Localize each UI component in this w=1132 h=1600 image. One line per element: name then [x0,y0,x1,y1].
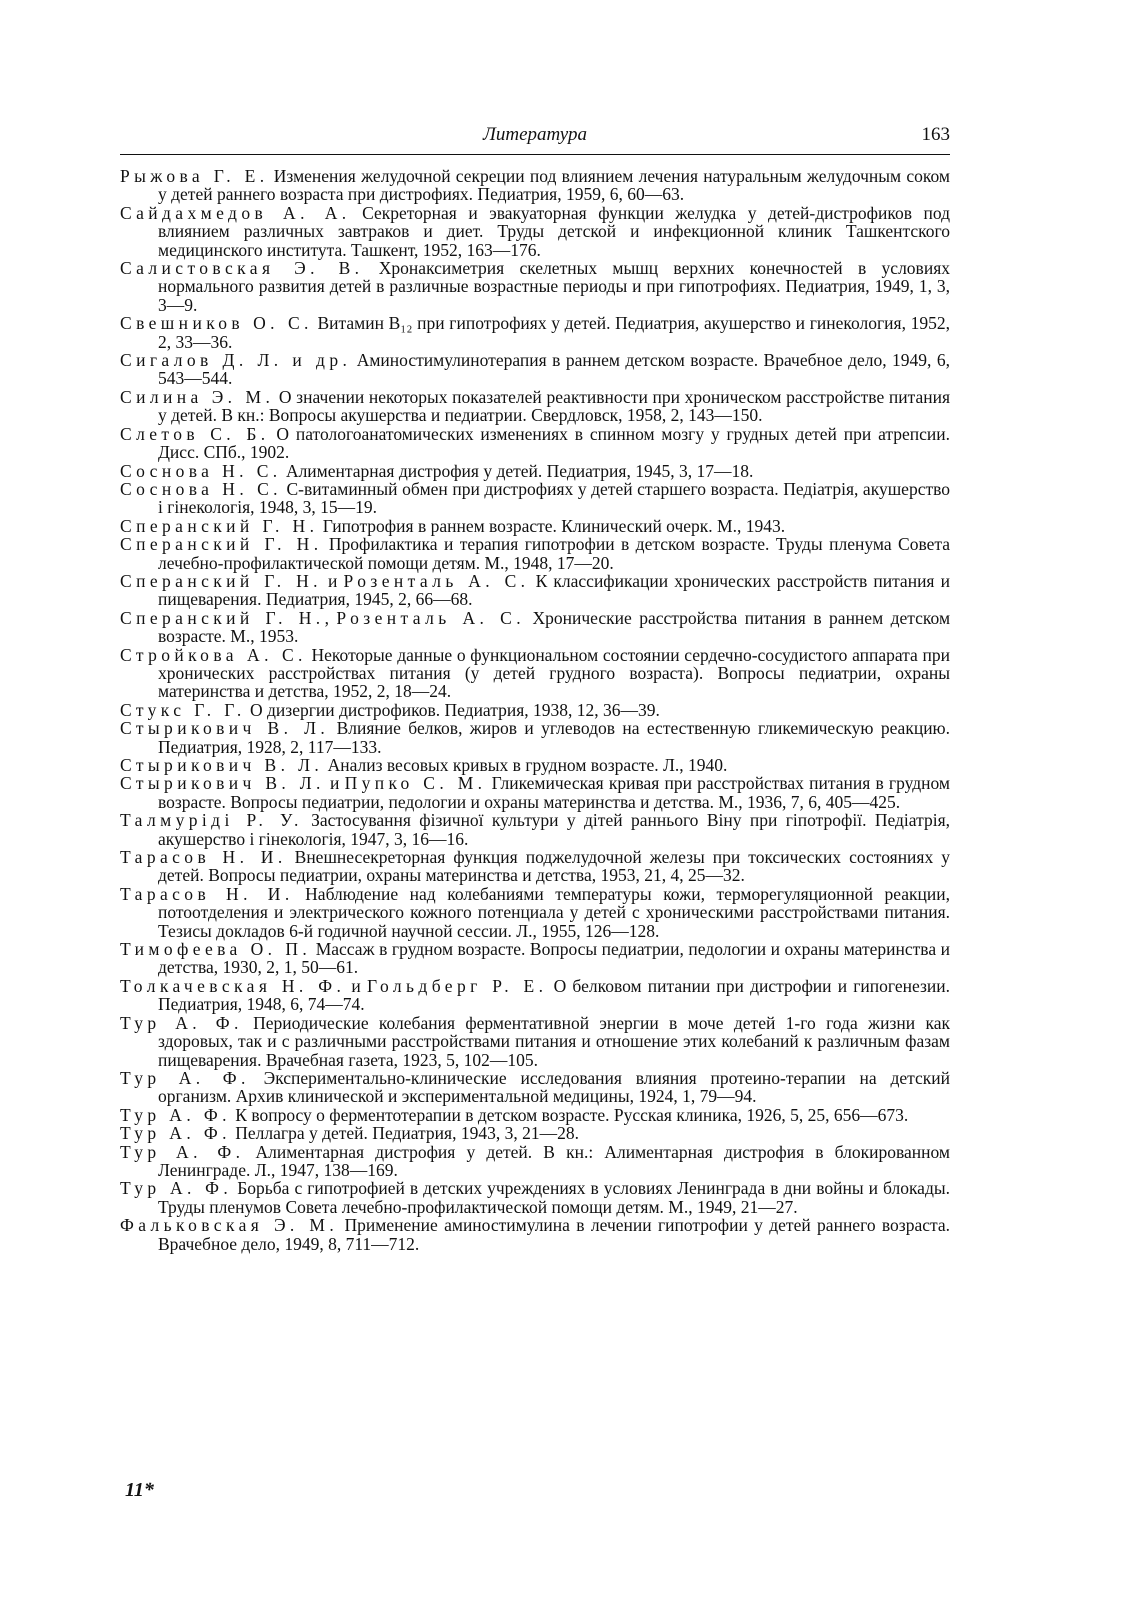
reference-entry [120,1014,950,1069]
reference-text: Борьба с гипотрофией в детских учреждениях в условиях Ленинграда в дни войны и блокады. Труды пленумов Совета лечебно-профилактической помощи детям. М., 1949, 21—27. [158,1178,950,1217]
reference-author: Сайдахмедов А. А. [120,202,351,223]
reference-text: Аминостимулинотерапия в раннем детском возрасте. Врачебное дело, 1949, 6, 543—544. [158,350,951,389]
reference-author: Стырикович В. Л. [120,718,330,739]
reference-author: Талмуріді Р. У. [120,810,303,831]
reference-text: О патологоанатомических изменениях в спинном мозгу у грудных детей при атрепсии. Дисс. СПб., 1902. [158,423,950,463]
reference-author: Тур А. Ф. [120,1012,243,1033]
reference-text: Гипотрофия в раннем возрасте. Клинический очерк. М., 1943. [322,515,786,536]
reference-author: Розенталь А. С. [336,607,526,628]
reference-author: Тарасов Н. И. [120,883,294,904]
reference-entry [120,940,950,977]
reference-author: Стырикович В. Л. [120,755,324,775]
reference-entry [120,1216,950,1253]
reference-author: Сперанский Г. Н. [120,570,322,591]
reference-text: Внешнесекреторная функция поджелудочной железы при токсических состояниях у детей. Вопросы педиатрии, охраны материнства и детства, 1953, 21, 4, 25—32. [158,847,951,886]
reference-author-joiner: и [324,773,345,794]
reference-list [120,167,950,1253]
reference-text: Секреторная и эвакуаторная функции желудка у детей-дистрофиков под влиянием различных завтраков и диет. Труды детской и инфекционной клиник Ташкентского медицинского института. Ташкент, 1952, 163—176. [158,202,950,260]
reference-text: Применение аминостимулина в лечении гипотрофии у детей раннего возраста. Врачебное дело, 1949, 8, 711—712. [158,1215,951,1254]
reference-author: Салистовская Э. В. [120,258,364,279]
reference-text: Некоторые данные о функциональном состоянии сердечно-сосудистого аппарата при хронических расстройствах питания (у детей грудного возраста). Вопросы педиатрии, охраны материнства и детства, 1952, 2, 18—24. [158,644,950,702]
reference-entry [120,314,950,351]
reference-entry [120,1106,950,1124]
reference-text: О значении некоторых показателей реактивности при хроническом расстройстве питания у детей. В кн.: Вопросы акушерства и педиатрии. Свердловск, 1958, 2, 143—150. [158,386,951,426]
reference-author: Сперанский Г. Н. [120,534,323,555]
reference-author: Тур А. Ф. [120,1141,245,1162]
reference-entry [120,1143,950,1180]
reference-text: С-витаминный обмен при дистрофиях у детей старшего возраста. Педіатрія, акушерство і гінекологія, 1948, 3, 15—19. [158,478,950,518]
reference-text: Профилактика и терапия гипотрофии в детском возрасте. Труды пленума Совета лечебно-профилактической помощи детям. М., 1948, 17—20. [158,534,950,573]
reference-author: Силина Э. М. [120,386,275,407]
reference-entry [120,1124,950,1142]
reference-author: Фальковская Э. М. [120,1215,339,1236]
reference-author: Тур А. Ф. [120,1123,231,1144]
reference-text: Изменения желудочной секреции под влиянием лечения натуральным желудочным соком у детей раннего возраста при дистрофиях. Педиатрия, 1959, 6, 60—63. [158,166,950,205]
reference-text: Анализ весовых кривых в грудном возрасте. Л., 1940. [327,755,728,775]
reference-author-joiner: и [321,570,344,591]
reference-text: Наблюдение над колебаниями температуры кожи, терморегуляционной реакции, потоотделения и электрического кожного потенциала у детей с хроническими расстройствами питания. Тезисы докладов 6-й годичной научной сессии. Л., 1955, 126—128. [158,883,951,941]
reference-entry [120,811,950,848]
reference-author: Розенталь А. С. [343,570,530,591]
reference-entry [120,719,950,756]
reference-entry [120,572,950,609]
reference-entry [120,609,950,646]
reference-author: Тарасов Н. И. [120,847,287,868]
reference-entry [120,1179,950,1216]
reference-entry [120,388,950,425]
reference-author-joiner: и [345,975,367,996]
reference-entry [120,480,950,517]
reference-author: Стырикович В. Л. [120,773,325,794]
reference-author: Соснова Н. С. [120,460,282,481]
reference-entry [120,977,950,1014]
reference-entry [120,259,950,314]
reference-text: Алиментарная дистрофия у детей. В кн.: Алиментарная дистрофия в блокированном Ленинграде. Л., 1947, 138—169. [158,1141,951,1180]
reference-text: О дизергии дистрофиков. Педиатрия, 1938, 12, 36—39. [250,699,660,720]
reference-author: Гольдберг Р. Е. [366,975,548,996]
reference-author: Слетов С. Б. [120,423,270,444]
running-title: Литература [483,124,587,145]
reference-entry [120,425,950,462]
reference-author-joiner: , [324,607,337,628]
reference-author: Толкачевская Н. Ф. [120,975,346,996]
reference-author: Соснова Н. С. [120,478,282,499]
reference-text: Периодические колебания ферментативной энергии в моче детей 1-го года жизни как здоровых, так и с различными расстройствами питания и отношение этих колебаний к различным фазам пищеварения. Врачебная газета, 1923, 5, 102—105. [158,1012,950,1070]
running-header [120,118,950,155]
reference-text: Застосування фізичної культури у дітей раннього Віну при гіпотрофії. Педіатрія, акушерство і гінекологія, 1947, 3, 16—16. [158,810,950,849]
page-number: 163 [921,124,950,145]
reference-author: Сперанский Г. Н. [120,515,319,536]
reference-text: Алиментарная дистрофия у детей. Педиатрия, 1945, 3, 17—18. [285,460,754,481]
reference-entry [120,756,950,774]
reference-text: Гликемическая кривая при расстройствах питания в грудном возрасте. Вопросы педиатрии, педологии и охраны материнства и детства. М., 1936, 7, 6, 405—425. [158,773,951,812]
reference-text: Витамин B₁₂ при гипотрофиях у детей. Педиатрия, акушерство и гинекология, 1952, 2, 33—36. [158,313,950,352]
reference-author: Стройкова А. С. [120,644,307,665]
reference-entry [120,701,950,719]
reference-author: Тимофеева О. П. [120,939,312,960]
reference-author: Сигалов Д. Л. и др. [120,350,352,371]
reference-text: Хронаксиметрия скелетных мышц верхних конечностей в условиях нормального развития детей в различные возрастные периоды и при гипотрофиях. Педиатрия, 1949, 1, 3, 3—9. [158,258,950,315]
reference-text: Экспериментально-клинические исследования влияния протеино-терапии на детский организм. Архив клинической и экспериментальной медицины, 1924, 1, 79—94. [158,1067,951,1107]
reference-entry [120,646,950,701]
reference-text: Массаж в грудном возрасте. Вопросы педиатрии, педологии и охраны материнства и детства, 1930, 2, 1, 50—61. [158,939,950,978]
reference-entry [120,204,950,259]
reference-entry [120,848,950,885]
reference-text: Пеллагра у детей. Педиатрия, 1943, 3, 21—28. [235,1123,579,1144]
reference-entry [120,535,950,572]
reference-author: Свешников О. С. [120,313,313,334]
reference-text: К вопросу о ферментотерапии в детском возрасте. Русская клиника, 1926, 5, 25, 656—673. [235,1104,909,1125]
reference-entry [120,462,950,480]
reference-text: Хронические расстройства питания в раннем детском возрасте. М., 1953. [158,607,951,647]
reference-author: Пупко С. М. [344,773,487,794]
reference-text: О белковом питании при дистрофии и гипогенезии. Педиатрия, 1948, 6, 74—74. [158,975,950,1015]
signature-mark: 11* [125,1479,154,1501]
reference-entry [120,517,950,535]
reference-text: К классификации хронических расстройств питания и пищеварения. Педиатрия, 1945, 2, 66—68. [158,570,950,610]
reference-author: Тур А. Ф. [120,1104,231,1125]
reference-author: Тур А. Ф. [120,1178,233,1199]
reference-entry [120,167,950,204]
reference-author: Сперанский Г. Н. [120,607,325,628]
reference-entry [120,885,950,940]
reference-entry [120,351,950,388]
reference-entry [120,774,950,811]
reference-text: Влияние белков, жиров и углеводов на естественную гликемическую реакцию. Педиатрия, 1928, 2, 117—133. [158,718,951,757]
reference-author: Стукс Г. Г. [120,699,246,720]
reference-author: Тур А. Ф. [120,1067,250,1088]
reference-entry [120,1069,950,1106]
reference-author: Рыжова Г. Е. [120,166,269,186]
